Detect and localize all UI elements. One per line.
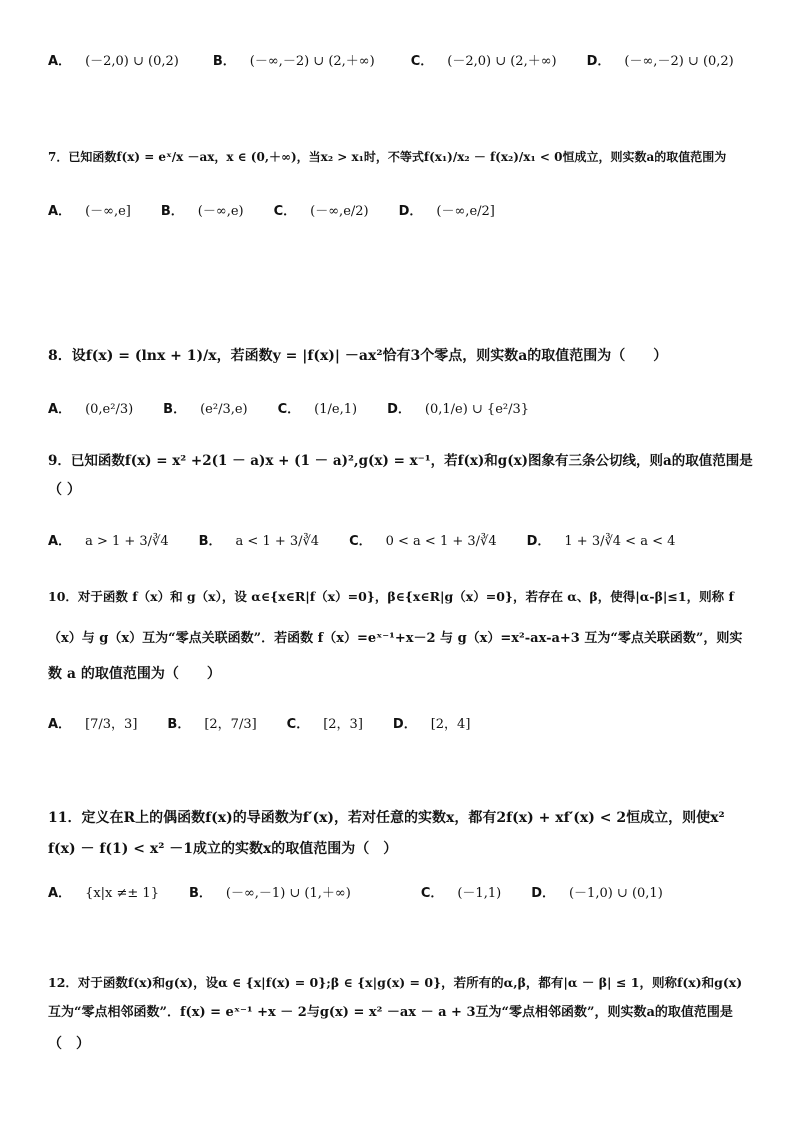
q11-stem-line-1: 11．定义在R上的偶函数f(x)的导函数为f′(x)，若对任意的实数x，都有2f(x) + xf′(x) < 2恒成立，则使x² bbox=[48, 810, 725, 826]
q10-option-a: A． [7/3，3] bbox=[48, 717, 138, 732]
q10-options bbox=[48, 715, 754, 735]
q7-options bbox=[48, 202, 754, 222]
q9-stem-line-1: 9．已知函数f(x) = x² +2(1 － a)x + (1 － a)²,g(x) = x⁻¹，若f(x)和g(x)图象有三条公切线，则a的取值范围是 bbox=[48, 453, 753, 469]
q7-option-d: D． (－∞,e/2] bbox=[398, 204, 495, 219]
q9-options bbox=[48, 532, 754, 552]
q6-option-a: A． (－2,0) ∪ (0,2) bbox=[48, 54, 179, 69]
q9-option-a: A． a > 1 + 3/∛4 bbox=[48, 534, 169, 549]
q11-option-b: B． (－∞,－1) ∪ (1,＋∞) bbox=[188, 886, 351, 901]
q11-options bbox=[48, 884, 754, 904]
q8-option-a: A． (0,e²/3) bbox=[48, 402, 134, 417]
q9-option-d: D． 1 + 3/∛4 < a < 4 bbox=[526, 534, 676, 549]
q10-option-c: C． [2，3] bbox=[286, 717, 363, 732]
q9-option-c: C． 0 < a < 1 + 3/∛4 bbox=[349, 534, 497, 549]
q10-stem-line-1: 10．对于函数 f（x）和 g（x），设 α∈{x∈R|f（x）=0}，β∈{x∈R|g（x）=0}，若存在 α、β，使得|α-β|≤1，则称 f bbox=[48, 589, 734, 604]
q8-stem: 8．设f(x) = (lnx + 1)/x，若函数y = |f(x)| －ax²恰有3个零点，则实数a的取值范围为（ ） bbox=[48, 348, 668, 364]
q11-stem-line-2: f(x) － f(1) < x² －1成立的实数x的取值范围为（ ） bbox=[48, 841, 398, 857]
q8-option-c: C． (1/e,1) bbox=[277, 402, 358, 417]
q7-option-b: B． (－∞,e) bbox=[160, 204, 244, 219]
q10-option-b: B． [2，7/3] bbox=[167, 717, 257, 732]
q8-options bbox=[48, 400, 754, 420]
q12-stem-line-3: （ ） bbox=[48, 1036, 90, 1052]
q11-option-c: C． (－1,1) bbox=[420, 886, 502, 901]
q7-option-a: A． (－∞,e] bbox=[48, 204, 131, 219]
q12-stem-line-1: 12．对于函数f(x)和g(x)，设α ∈ {x|f(x) = 0};β ∈ {x|g(x) = 0}，若所有的α,β，都有|α － β| ≤ 1，则称f(x)和g(x) bbox=[48, 975, 743, 990]
q9-option-b: B． a < 1 + 3/∛4 bbox=[198, 534, 320, 549]
q6-option-d: D． (－∞,－2) ∪ (0,2) bbox=[586, 54, 734, 69]
q11-option-a: A． {x|x ≠± 1} bbox=[48, 886, 159, 901]
q8-option-b: B． (e²/3,e) bbox=[163, 402, 248, 417]
q6-options bbox=[48, 52, 754, 72]
q6-option-c: C． (－2,0) ∪ (2,＋∞) bbox=[410, 54, 557, 69]
q7-option-c: C． (－∞,e/2) bbox=[273, 204, 369, 219]
q8-option-d: D． (0,1/e) ∪ {e²/3} bbox=[387, 402, 530, 417]
q10-option-d: D． [2，4] bbox=[392, 717, 471, 732]
q7-stem: 7．已知函数f(x) = eˣ/x －ax，x ∈ (0,＋∞)，当x₂ > x₁时，不等式f(x₁)/x₂ － f(x₂)/x₁ < 0恒成立，则实数a的取值范围为 bbox=[48, 150, 727, 164]
q10-stem-line-3: 数 a 的取值范围为（ ） bbox=[48, 666, 221, 682]
q10-stem-line-2: （x）与 g（x）互为“零点关联函数”．若函数 f（x）=eˣ⁻¹+x－2 与 g（x）=x²-ax-a+3 互为“零点关联函数”，则实 bbox=[48, 631, 743, 646]
q9-stem-line-2: （ ） bbox=[48, 482, 81, 498]
q11-option-d: D． (－1,0) ∪ (0,1) bbox=[531, 886, 663, 901]
q12-stem-line-2: 互为“零点相邻函数”．f(x) = eˣ⁻¹ +x － 2与g(x) = x² －ax － a + 3互为“零点相邻函数”，则实数a的取值范围是 bbox=[48, 1005, 733, 1020]
q6-option-b: B． (－∞,－2) ∪ (2,＋∞) bbox=[212, 54, 375, 69]
